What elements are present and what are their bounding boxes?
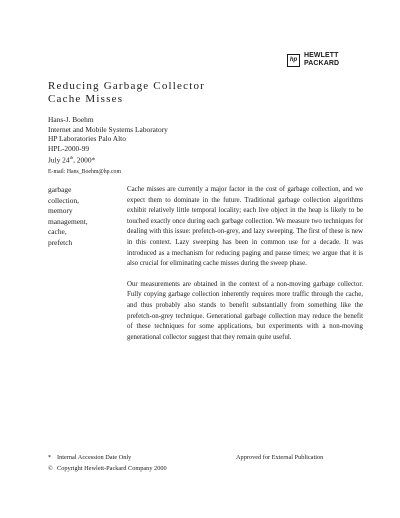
keyword: management,: [48, 216, 88, 226]
footer-notes: [48, 453, 167, 474]
hp-logo-wordmark: [304, 52, 339, 68]
lab: Internet and Mobile Systems Laboratory: [48, 124, 168, 134]
keyword: collection,: [48, 195, 79, 205]
date-sup: th: [69, 155, 74, 161]
approval-note: Approved for External Publication: [236, 454, 324, 461]
location: HP Laboratories Palo Alto: [48, 134, 126, 144]
hp-logo-line2: PACKARD: [304, 60, 340, 67]
report-number: HPL-2000-99: [48, 143, 90, 153]
keyword: prefetch: [48, 237, 73, 247]
accession-note: [48, 453, 167, 464]
copyright-note: [48, 464, 167, 475]
paper-title: [48, 80, 368, 106]
date-prefix: July 24: [48, 155, 70, 165]
keyword: cache,: [48, 227, 67, 237]
paper-title-line1: Reducing Garbage Collector: [48, 80, 206, 92]
keyword: memory: [48, 206, 73, 216]
hp-logo-mark: [287, 54, 300, 67]
abstract-paragraph: Our measurements are obtained in the context of a non-moving garbage collector. Fully copying garbage collection inherently requires more traffic through the cache, and thus probably also stands to benefit substantially from something like the prefetch-on-grey technique. Generational garbage collection may reduce the benefit of these techniques for some applications, but experiments with a non-moving generational collector suggest that they remain quite useful.: [127, 280, 363, 341]
abstract: [127, 185, 363, 353]
copyright-text: Copyright Hewlett-Packard Company 2000: [57, 464, 167, 472]
hp-logo-mark-text: hp: [289, 57, 298, 63]
paper-meta: [48, 115, 168, 165]
hp-logo-line1: HEWLETT: [304, 52, 339, 59]
paper-title-line2: Cache Misses: [48, 93, 124, 105]
hp-logo: [287, 52, 339, 68]
abstract-paragraph: Cache misses are currently a major factor in the cost of garbage collection, and we expect them to dominate in the future. Traditional garbage collection algorithms exhibit relatively little temporal locality; each live object in the heap is likely to be touched exactly once during each garbage collection. We measure two techniques for dealing with this issue: prefetch-on-grey, and lazy sweeping. The first of these is new in this context. Lazy sweeping has been in common use for a decade. It was introduced as a mechanism for reducing paging and pause times; we argue that it is also crucial for eliminating cache misses during the sweep phase.: [127, 186, 363, 268]
date: [48, 153, 168, 165]
keyword: garbage: [48, 185, 72, 194]
date-suffix: , 2000*: [73, 155, 96, 165]
accession-note-text: Internal Accession Date Only: [57, 454, 132, 461]
copyright-icon: ©: [48, 464, 53, 472]
email: E-mail: Hans_Boehm@hp.com: [48, 169, 121, 175]
keywords: [48, 185, 118, 249]
author: Hans-J. Boehm: [48, 115, 94, 124]
asterisk-symbol: *: [48, 454, 52, 461]
